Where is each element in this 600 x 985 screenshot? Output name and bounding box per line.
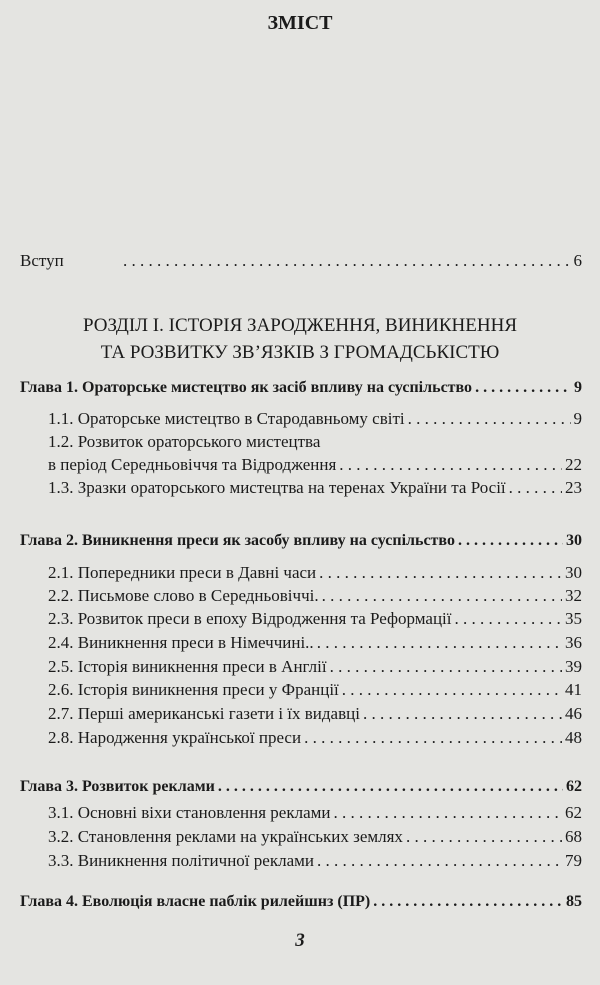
dot-leader — [317, 850, 562, 872]
toc-chapter-3[interactable] — [20, 776, 582, 798]
toc-entry-intro[interactable] — [20, 250, 582, 272]
toc-item-1-1[interactable] — [48, 408, 582, 430]
entry-page: 9 — [573, 409, 582, 428]
toc-chapter-4[interactable] — [20, 891, 582, 913]
entry-label: в період Середньовіччя та Відродження — [48, 455, 337, 474]
entry-label: Вступ — [20, 251, 64, 270]
entry-page: 30 — [565, 563, 582, 582]
toc-item-1-2-line1[interactable]: 1.2. Розвиток ораторського мистецтва — [48, 432, 321, 451]
entry-label: Глава 3. Розвиток реклами — [20, 778, 215, 795]
toc-item-2-1[interactable] — [48, 562, 582, 584]
entry-label: Глава 4. Еволюція власне паблік рилейшнз (ПР) — [20, 893, 371, 910]
toc-item-3-1[interactable] — [48, 802, 582, 824]
dot-leader — [475, 377, 571, 399]
dot-leader — [319, 562, 562, 584]
entry-page: 35 — [565, 609, 582, 628]
dot-leader — [333, 802, 562, 824]
entry-label: Глава 1. Ораторське мистецтво як засіб впливу на суспільство — [20, 379, 473, 396]
dot-leader — [373, 891, 563, 913]
entry-page: 46 — [565, 704, 582, 723]
entry-page: 22 — [565, 455, 582, 474]
dot-leader — [455, 608, 562, 630]
toc-item-1-3[interactable] — [48, 477, 582, 499]
dot-leader — [317, 632, 562, 654]
dot-leader — [330, 656, 562, 678]
entry-label: 2.6. Історія виникнення преси у Франції — [48, 680, 339, 699]
entry-page: 36 — [565, 633, 582, 652]
toc-item-2-5[interactable] — [48, 656, 582, 678]
dot-leader — [342, 679, 562, 701]
entry-page: 41 — [565, 680, 582, 699]
entry-page: 48 — [565, 728, 582, 747]
dot-leader — [218, 776, 563, 798]
page-title: ЗМІСТ — [267, 12, 333, 34]
toc-item-3-2[interactable] — [48, 826, 582, 848]
toc-item-2-8[interactable] — [48, 727, 582, 749]
entry-label: 2.7. Перші американські газети і їх видавці — [48, 704, 360, 723]
dot-leader — [339, 454, 562, 476]
dot-leader — [408, 408, 571, 430]
entry-page: 6 — [573, 251, 582, 270]
dot-leader — [406, 826, 562, 848]
toc-item-2-7[interactable] — [48, 703, 582, 725]
entry-page: 39 — [565, 657, 582, 676]
entry-label: 2.5. Історія виникнення преси в Англії — [48, 657, 327, 676]
dot-leader — [363, 703, 562, 725]
toc-chapter-2[interactable] — [20, 530, 582, 552]
entry-page: 30 — [566, 532, 582, 549]
entry-label: Глава 2. Виникнення преси як засобу впливу на суспільство — [20, 532, 455, 549]
dot-leader — [509, 477, 562, 499]
entry-page: 62 — [565, 803, 582, 822]
entry-page: 23 — [565, 478, 582, 497]
dot-leader — [458, 530, 563, 552]
toc-item-2-4[interactable] — [48, 632, 582, 654]
entry-page: 9 — [574, 379, 582, 396]
entry-label: 1.3. Зразки ораторського мистецтва на теренах України та Росії — [48, 478, 506, 497]
entry-label: 3.2. Становлення реклами на українських землях — [48, 827, 403, 846]
dot-leader — [322, 585, 562, 607]
page-number: 3 — [295, 930, 305, 951]
entry-label: 3.1. Основні віхи становлення реклами — [48, 803, 331, 822]
toc-item-2-6[interactable] — [48, 679, 582, 701]
section-heading-line1: РОЗДІЛ І. ІСТОРІЯ ЗАРОДЖЕННЯ, ВИНИКНЕННЯ — [83, 315, 517, 336]
toc-item-3-3[interactable] — [48, 850, 582, 872]
toc-item-2-3[interactable] — [48, 608, 582, 630]
entry-page: 79 — [565, 851, 582, 870]
toc-item-2-2[interactable] — [48, 585, 582, 607]
entry-page: 68 — [565, 827, 582, 846]
entry-page: 32 — [565, 586, 582, 605]
entry-page: 85 — [566, 893, 582, 910]
entry-label: 1.1. Ораторське мистецтво в Стародавньому світі — [48, 409, 405, 428]
entry-label: 2.1. Попередники преси в Давні часи — [48, 563, 317, 582]
entry-page: 62 — [566, 778, 582, 795]
toc-item-1-2[interactable] — [48, 454, 582, 476]
section-heading-line2: ТА РОЗВИТКУ ЗВ’ЯЗКІВ З ГРОМАДСЬКІСТЮ — [100, 342, 500, 363]
entry-label: 2.3. Розвиток преси в епоху Відродження та Реформації — [48, 609, 452, 628]
entry-label: 3.3. Виникнення політичної реклами — [48, 851, 314, 870]
entry-label: 2.4. Виникнення преси в Німеччині.. — [48, 633, 314, 652]
dot-leader — [123, 250, 571, 272]
dot-leader — [304, 727, 562, 749]
toc-chapter-1[interactable] — [20, 377, 582, 399]
entry-label: 2.8. Народження української преси — [48, 728, 302, 747]
entry-label: 2.2. Письмове слово в Середньовіччі. — [48, 586, 319, 605]
